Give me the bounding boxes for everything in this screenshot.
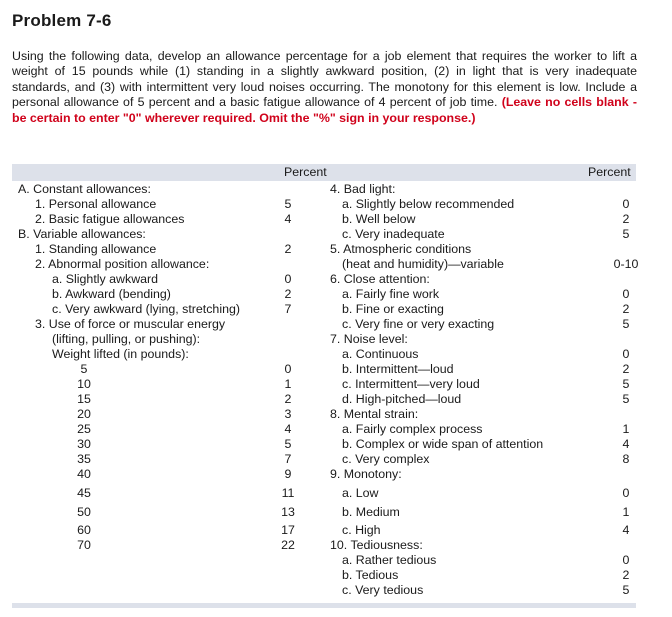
left-row-label: c. Very awkward (lying, stretching) bbox=[52, 302, 240, 316]
right-row-percent: 8 bbox=[622, 452, 630, 466]
intro-text: Using the following data, develop an allowance percentage for a job element that requires the worker to lift a weight of 15 pounds while (1) standing in a slightly awkward position, (2) in light that is very inadequate standards, and (3) with intermittent very loud noises occurring. The monotony for this element is low. Include a personal allowance of 5 percent and a basic fatigue allowance of 4 percent of job time. bbox=[12, 49, 637, 110]
right-row-label: (heat and humidity)—variable bbox=[342, 257, 504, 271]
right-row-percent: 5 bbox=[622, 377, 630, 391]
left-row-label: (lifting, pulling, or pushing): bbox=[52, 332, 201, 346]
left-row-label: 2. Basic fatigue allowances bbox=[35, 212, 185, 226]
left-row-label: Weight lifted (in pounds): bbox=[52, 347, 189, 361]
percent-header-right: Percent bbox=[588, 165, 631, 179]
right-row-percent: 0 bbox=[622, 486, 630, 500]
left-row-percent: 17 bbox=[281, 523, 295, 537]
right-row-label: b. Fine or exacting bbox=[342, 302, 444, 316]
right-row-percent: 2 bbox=[622, 302, 630, 316]
left-row-percent: 4 bbox=[284, 422, 292, 436]
left-row-label: 3. Use of force or muscular energy bbox=[35, 317, 226, 331]
left-row-percent: 11 bbox=[281, 486, 295, 500]
right-row-percent: 4 bbox=[622, 523, 630, 537]
right-row-percent: 2 bbox=[622, 362, 630, 376]
allowance-table bbox=[12, 164, 639, 608]
left-row-percent: 9 bbox=[284, 467, 292, 481]
left-row-percent: 5 bbox=[284, 437, 292, 451]
right-row-label: 8. Mental strain: bbox=[330, 407, 419, 421]
right-row-label: 6. Close attention: bbox=[330, 272, 430, 286]
left-row-percent: 22 bbox=[281, 538, 295, 552]
left-row-percent: 7 bbox=[284, 302, 292, 316]
right-row-label: a. Fairly fine work bbox=[342, 287, 440, 301]
left-row-percent: 1 bbox=[284, 377, 292, 391]
right-row-label: a. Slightly below recommended bbox=[342, 197, 515, 211]
left-row-label: 2. Abnormal position allowance: bbox=[35, 257, 210, 271]
right-row-percent: 0 bbox=[622, 197, 630, 211]
left-row-label: 20 bbox=[77, 407, 91, 421]
left-row-label: a. Slightly awkward bbox=[52, 272, 159, 286]
left-row-percent: 0 bbox=[284, 362, 292, 376]
left-row-percent: 3 bbox=[284, 407, 292, 421]
right-row-label: 7. Noise level: bbox=[330, 332, 408, 346]
left-row-label: 10 bbox=[77, 377, 91, 391]
right-row-percent: 5 bbox=[622, 317, 630, 331]
left-row-label: 1. Personal allowance bbox=[35, 197, 157, 211]
right-row-label: c. Very inadequate bbox=[342, 227, 445, 241]
left-row-label: 35 bbox=[77, 452, 91, 466]
right-row-percent: 2 bbox=[622, 212, 630, 226]
right-row-label: b. Tedious bbox=[342, 568, 399, 582]
left-row-percent: 2 bbox=[284, 287, 292, 301]
warning-text: (Leave no cells blank - be certain to enter "0" wherever required. Omit the "%" sign in your response.) bbox=[12, 95, 637, 125]
right-row-label: 4. Bad light: bbox=[330, 182, 396, 196]
right-row-percent: 5 bbox=[622, 583, 630, 597]
right-row-label: a. Rather tedious bbox=[342, 553, 437, 567]
left-row-label: 5 bbox=[80, 362, 88, 376]
right-row-label: b. Intermittent—loud bbox=[342, 362, 454, 376]
right-row-percent: 5 bbox=[622, 392, 630, 406]
left-row-label: 45 bbox=[77, 486, 91, 500]
right-row-label: d. High-pitched—loud bbox=[342, 392, 462, 406]
right-row-label: b. Well below bbox=[342, 212, 416, 226]
left-row-percent: 5 bbox=[284, 197, 292, 211]
right-row-label: b. Complex or wide span of attention bbox=[342, 437, 544, 451]
right-row-percent: 1 bbox=[622, 422, 630, 436]
left-row-label: 15 bbox=[77, 392, 91, 406]
left-row-label: 40 bbox=[77, 467, 91, 481]
right-row-label: b. Medium bbox=[342, 505, 400, 519]
right-row-percent: 1 bbox=[622, 505, 630, 519]
right-row-label: a. Fairly complex process bbox=[342, 422, 483, 436]
right-row-percent: 0 bbox=[622, 553, 630, 567]
right-row-percent: 0 bbox=[622, 287, 630, 301]
left-row-percent: 7 bbox=[284, 452, 292, 466]
right-row-percent: 2 bbox=[622, 568, 630, 582]
left-row-label: 70 bbox=[77, 538, 91, 552]
left-row-label: 60 bbox=[77, 523, 91, 537]
left-row-percent: 4 bbox=[284, 212, 292, 226]
right-row-label: c. Very fine or very exacting bbox=[342, 317, 495, 331]
problem-title: Problem 7-6 bbox=[12, 11, 112, 30]
right-row-label: c. Very tedious bbox=[342, 583, 424, 597]
right-row-percent: 5 bbox=[622, 227, 630, 241]
right-row-label: a. Continuous bbox=[342, 347, 419, 361]
right-row-label: 5. Atmospheric conditions bbox=[330, 242, 472, 256]
percent-header-left: Percent bbox=[284, 165, 327, 179]
left-row-percent: 13 bbox=[281, 505, 295, 519]
table-footer-band bbox=[12, 603, 636, 608]
left-row-label: 30 bbox=[77, 437, 91, 451]
problem-instructions bbox=[12, 49, 637, 126]
left-row-label: b. Awkward (bending) bbox=[52, 287, 171, 301]
left-row-percent: 2 bbox=[284, 242, 292, 256]
left-row-label: B. Variable allowances: bbox=[18, 227, 146, 241]
right-row-label: 10. Tediousness: bbox=[330, 538, 423, 552]
right-row-percent: 0-10 bbox=[613, 257, 639, 271]
right-row-percent: 4 bbox=[622, 437, 630, 451]
right-row-label: a. Low bbox=[342, 486, 379, 500]
right-row-label: c. Intermittent—very loud bbox=[342, 377, 480, 391]
left-row-percent: 2 bbox=[284, 392, 292, 406]
left-row-percent: 0 bbox=[284, 272, 292, 286]
left-row-label: A. Constant allowances: bbox=[18, 182, 151, 196]
right-row-label: c. High bbox=[342, 523, 381, 537]
left-row-label: 1. Standing allowance bbox=[35, 242, 157, 256]
left-row-label: 50 bbox=[77, 505, 91, 519]
right-row-label: 9. Monotony: bbox=[330, 467, 402, 481]
right-row-label: c. Very complex bbox=[342, 452, 430, 466]
left-row-label: 25 bbox=[77, 422, 91, 436]
right-row-percent: 0 bbox=[622, 347, 630, 361]
